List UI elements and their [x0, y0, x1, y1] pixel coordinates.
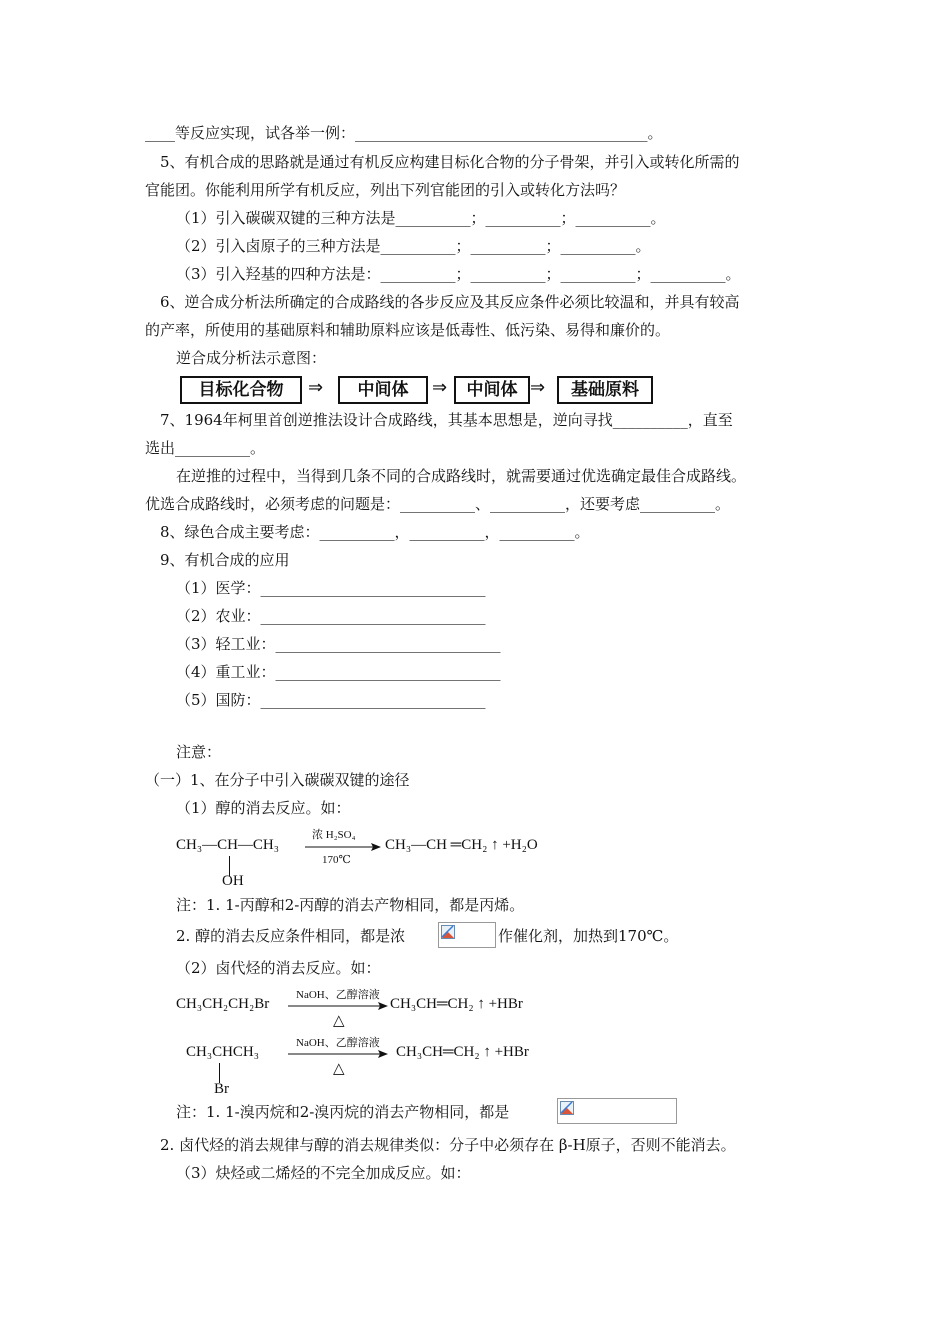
text-line-q9-2: （2）农业：______________________________: [176, 607, 486, 625]
box-intermediate-1: 中间体: [338, 376, 428, 404]
text-line-alcohol-elim: （1）醇的消去反应。如：: [176, 799, 351, 817]
text-line-alkyne-addition: （3）炔烃或二烯烃的不完全加成反应。如：: [176, 1164, 471, 1182]
condition-top: NaOH、乙醇溶液: [296, 989, 380, 1001]
text-line-note-3: 注：1. 1-溴丙烷和2-溴丙烷的消去产物相同，都是: [176, 1103, 510, 1121]
text-line-q9: 9、有机合成的应用: [160, 551, 290, 569]
reactant-2-bromopropane: CH₃CHCH₃: [186, 1044, 259, 1060]
text-line-q7-cont: 选出__________。: [145, 439, 266, 457]
text-line-diagram-label: 逆合成分析法示意图：: [176, 349, 327, 367]
condition-bottom: 170℃: [322, 854, 351, 866]
broken-image-placeholder: [557, 1098, 677, 1124]
broken-image-placeholder: [438, 922, 496, 948]
text-line-q7-para: 在逆推的过程中，当得到几条不同的合成路线时，就需要通过优选确定最佳合成路线。: [176, 467, 747, 485]
text-line-q5-1: （1）引入碳碳双键的三种方法是__________；__________；__________。: [176, 209, 666, 227]
text-line-note-heading: 注意：: [176, 743, 222, 761]
text-line-q7: 7、1964年柯里首创逆推法设计合成路线，其基本思想是，逆向寻找__________，直至: [160, 411, 733, 429]
condition-bottom: △: [333, 1013, 345, 1029]
arrow-icon: ⇒: [308, 377, 324, 398]
reaction-arrow-icon: [288, 1001, 388, 1011]
bond-line: [219, 1063, 220, 1083]
product-propene-hbr: CH₃CH═CH₂ ↑ +HBr: [390, 996, 523, 1012]
text-line-q5-2: （2）引入卤原子的三种方法是__________；__________；__________。: [176, 237, 651, 255]
text-line-q7-para-cont: 优选合成路线时，必须考虑的问题是：__________、__________，还要考虑__________。: [145, 495, 731, 513]
box-base-materials: 基础原料: [557, 376, 653, 404]
reaction-arrow-icon: [288, 1049, 388, 1059]
reactant-1-bromopropane: CH₃CH₂CH₂Br: [176, 996, 270, 1012]
text-line-note-2b: 作催化剂，加热到170℃。: [498, 927, 679, 945]
arrow-icon: ⇒: [432, 377, 448, 398]
condition-bottom: △: [333, 1061, 345, 1077]
text-line-1: ____等反应实现，试各举一例：_______________________________________。: [145, 124, 663, 142]
text-line-q8: 8、绿色合成主要考虑：__________，__________，__________。: [160, 523, 590, 541]
product-propene-hbr: CH₃CH═CH₂ ↑ +HBr: [396, 1044, 529, 1060]
text-line-q9-4: （4）重工业：______________________________: [176, 663, 501, 681]
text-line-q5: 5、有机合成的思路就是通过有机反应构建目标化合物的分子骨架，并引入或转化所需的: [160, 153, 740, 171]
text-line-q5-cont: 官能团。你能利用所学有机反应，列出下列官能团的引入或转化方法吗？: [145, 181, 626, 199]
text-line-note-4: 2. 卤代烃的消去规律与醇的消去规律类似：分子中必须存在 β-H原子，否则不能消去。: [160, 1136, 736, 1154]
text-line-q6: 6、逆合成分析法所确定的合成路线的各步反应及其反应条件必须比较温和，并具有较高: [160, 293, 740, 311]
hydroxyl-group: OH: [222, 873, 244, 889]
text-line-q9-5: （5）国防：______________________________: [176, 691, 486, 709]
text-line-note-2a: 2. 醇的消去反应条件相同，都是浓: [176, 927, 406, 945]
product-propene-water: CH₃—CH ═CH₂ ↑ +H₂O: [385, 837, 538, 853]
box-intermediate-2: 中间体: [454, 376, 530, 404]
arrow-icon: ⇒: [530, 377, 546, 398]
condition-top: NaOH、乙醇溶液: [296, 1037, 380, 1049]
reaction-arrow-icon: [305, 842, 381, 852]
text-line-q5-3: （3）引入羟基的四种方法是：__________；__________；__________；__________。: [176, 265, 741, 283]
text-line-note-1: 注：1. 1-丙醇和2-丙醇的消去产物相同，都是丙烯。: [176, 896, 525, 914]
bromine-group: Br: [214, 1081, 229, 1097]
text-line-section-1: （一）1、在分子中引入碳碳双键的途径: [145, 771, 410, 789]
text-line-q9-1: （1）医学：______________________________: [176, 579, 486, 597]
text-line-q6-cont: 的产率，所使用的基础原料和辅助原料应该是低毒性、低污染、易得和廉价的。: [145, 321, 671, 339]
broken-image-icon: [441, 925, 455, 939]
broken-image-icon: [560, 1101, 574, 1115]
condition-top: 浓 H₂SO₄: [312, 829, 356, 841]
text-line-haloalkane-elim: （2）卤代烃的消去反应。如：: [176, 959, 381, 977]
box-target-compound: 目标化合物: [180, 376, 302, 404]
reactant-propanol: CH₃—CH—CH₃: [176, 837, 279, 853]
text-line-q9-3: （3）轻工业：______________________________: [176, 635, 501, 653]
